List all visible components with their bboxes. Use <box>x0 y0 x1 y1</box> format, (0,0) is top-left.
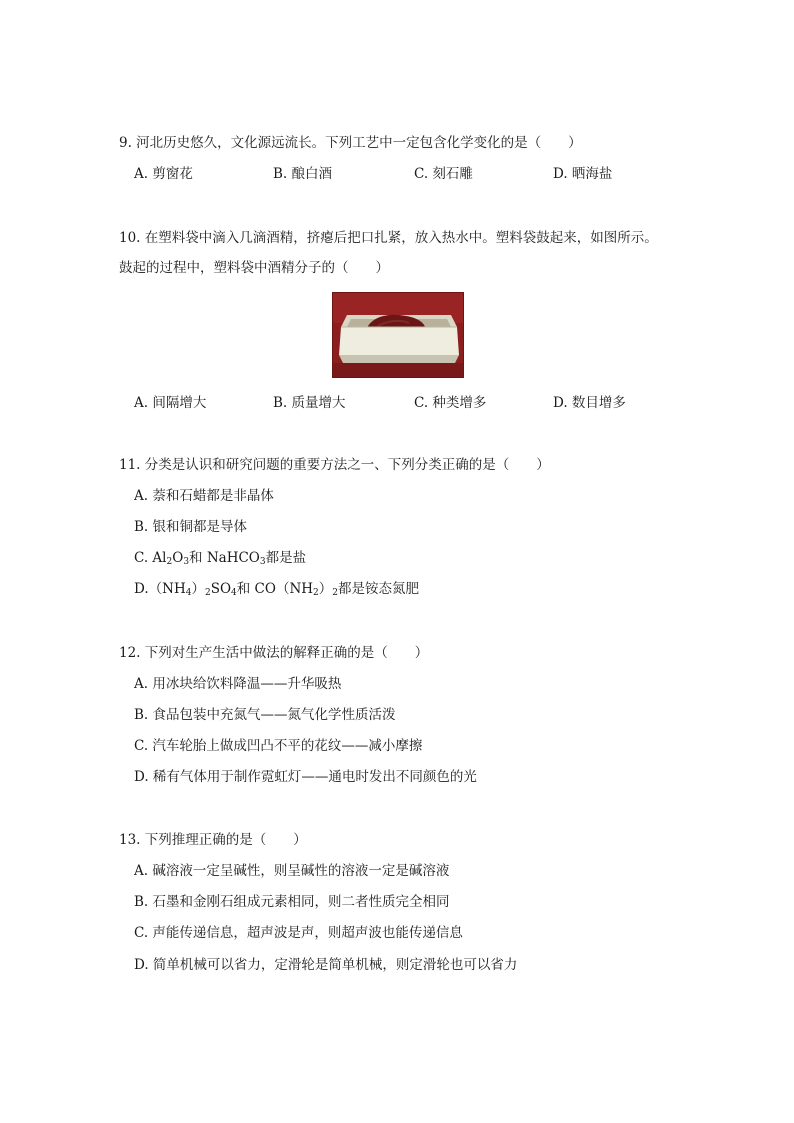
q10-option-a: A. 间隔增大 <box>134 395 207 411</box>
q11-d-sub: 2 <box>313 588 319 598</box>
q10-option-c: C. 种类增多 <box>414 395 487 411</box>
q13-option-c: C. 声能传递信息，超声波是声，则超声波也能传递信息 <box>134 925 463 941</box>
q11-d-sub: 4 <box>185 588 192 598</box>
q9-option-b: B. 酿白酒 <box>273 166 333 182</box>
q11-c-text: O <box>172 550 184 566</box>
q11-c-sub: 3 <box>259 557 266 567</box>
q11-c-text: 和 NaHCO <box>189 550 260 566</box>
q12-option-a: A. 用冰块给饮料降温——升华吸热 <box>134 676 342 692</box>
q11-d-text: SO <box>210 581 232 597</box>
q11-d-text: ） <box>191 581 205 597</box>
q12-stem: 12. 下列对生产生活中做法的解释正确的是（ ） <box>119 645 429 661</box>
q11-d-sub: 2 <box>204 588 211 598</box>
q10-option-b: B. 质量增大 <box>273 395 346 411</box>
q11-d-text: 和 CO（NH <box>236 581 314 597</box>
plastic-bag-tray-illustration <box>333 293 463 377</box>
q12-option-c: C. 汽车轮胎上做成凹凸不平的花纹——减小摩擦 <box>134 738 423 754</box>
q10-option-d: D. 数目增多 <box>553 395 626 411</box>
q13-option-a: A. 碱溶液一定呈碱性，则呈碱性的溶液一定是碱溶液 <box>134 863 450 879</box>
q13-option-d: D. 简单机械可以省力，定滑轮是简单机械，则定滑轮也可以省力 <box>134 957 518 973</box>
q10-stem-line1: 10. 在塑料袋中滴入几滴酒精，挤瘪后把口扎紧，放入热水中。塑料袋鼓起来，如图所示。 <box>119 230 658 246</box>
q12-option-d: D. 稀有气体用于制作霓虹灯——通电时发出不同颜色的光 <box>134 769 477 785</box>
q9-option-d: D. 晒海盐 <box>553 166 613 182</box>
q11-option-c <box>134 549 306 567</box>
q11-stem: 11. 分类是认识和研究问题的重要方法之一、下列分类正确的是（ ） <box>119 457 550 473</box>
q11-option-a: A. 萘和石蜡都是非晶体 <box>134 488 274 504</box>
q11-d-sub: 2 <box>332 588 339 598</box>
q11-d-text: 都是铵态氮肥 <box>338 581 420 597</box>
q11-c-sub: 2 <box>166 557 173 567</box>
q10-stem-line2: 鼓起的过程中，塑料袋中酒精分子的（ ） <box>119 260 389 276</box>
q9-stem: 9. 河北历史悠久，文化源远流长。下列工艺中一定包含化学变化的是（ ） <box>119 135 582 151</box>
q11-c-sub: 3 <box>183 557 190 567</box>
q11-option-d <box>134 580 419 598</box>
q11-c-text: 都是盐 <box>265 550 307 566</box>
q11-d-text: D.（NH <box>134 581 186 597</box>
q13-option-b: B. 石墨和金刚石组成元素相同，则二者性质完全相同 <box>134 894 450 910</box>
q12-option-b: B. 食品包装中充氮气——氮气化学性质活泼 <box>134 707 396 723</box>
q9-option-c: C. 刻石雕 <box>414 166 473 182</box>
q11-d-text: ） <box>318 581 333 597</box>
q11-option-b: B. 银和铜都是导体 <box>134 519 248 535</box>
q9-option-a: A. 剪窗花 <box>134 166 193 182</box>
q11-d-sub: 4 <box>231 588 237 598</box>
q11-c-text: C. Al <box>134 550 167 566</box>
plastic-bag-in-hot-water-photo <box>332 292 464 378</box>
q13-stem: 13. 下列推理正确的是（ ） <box>119 832 307 848</box>
